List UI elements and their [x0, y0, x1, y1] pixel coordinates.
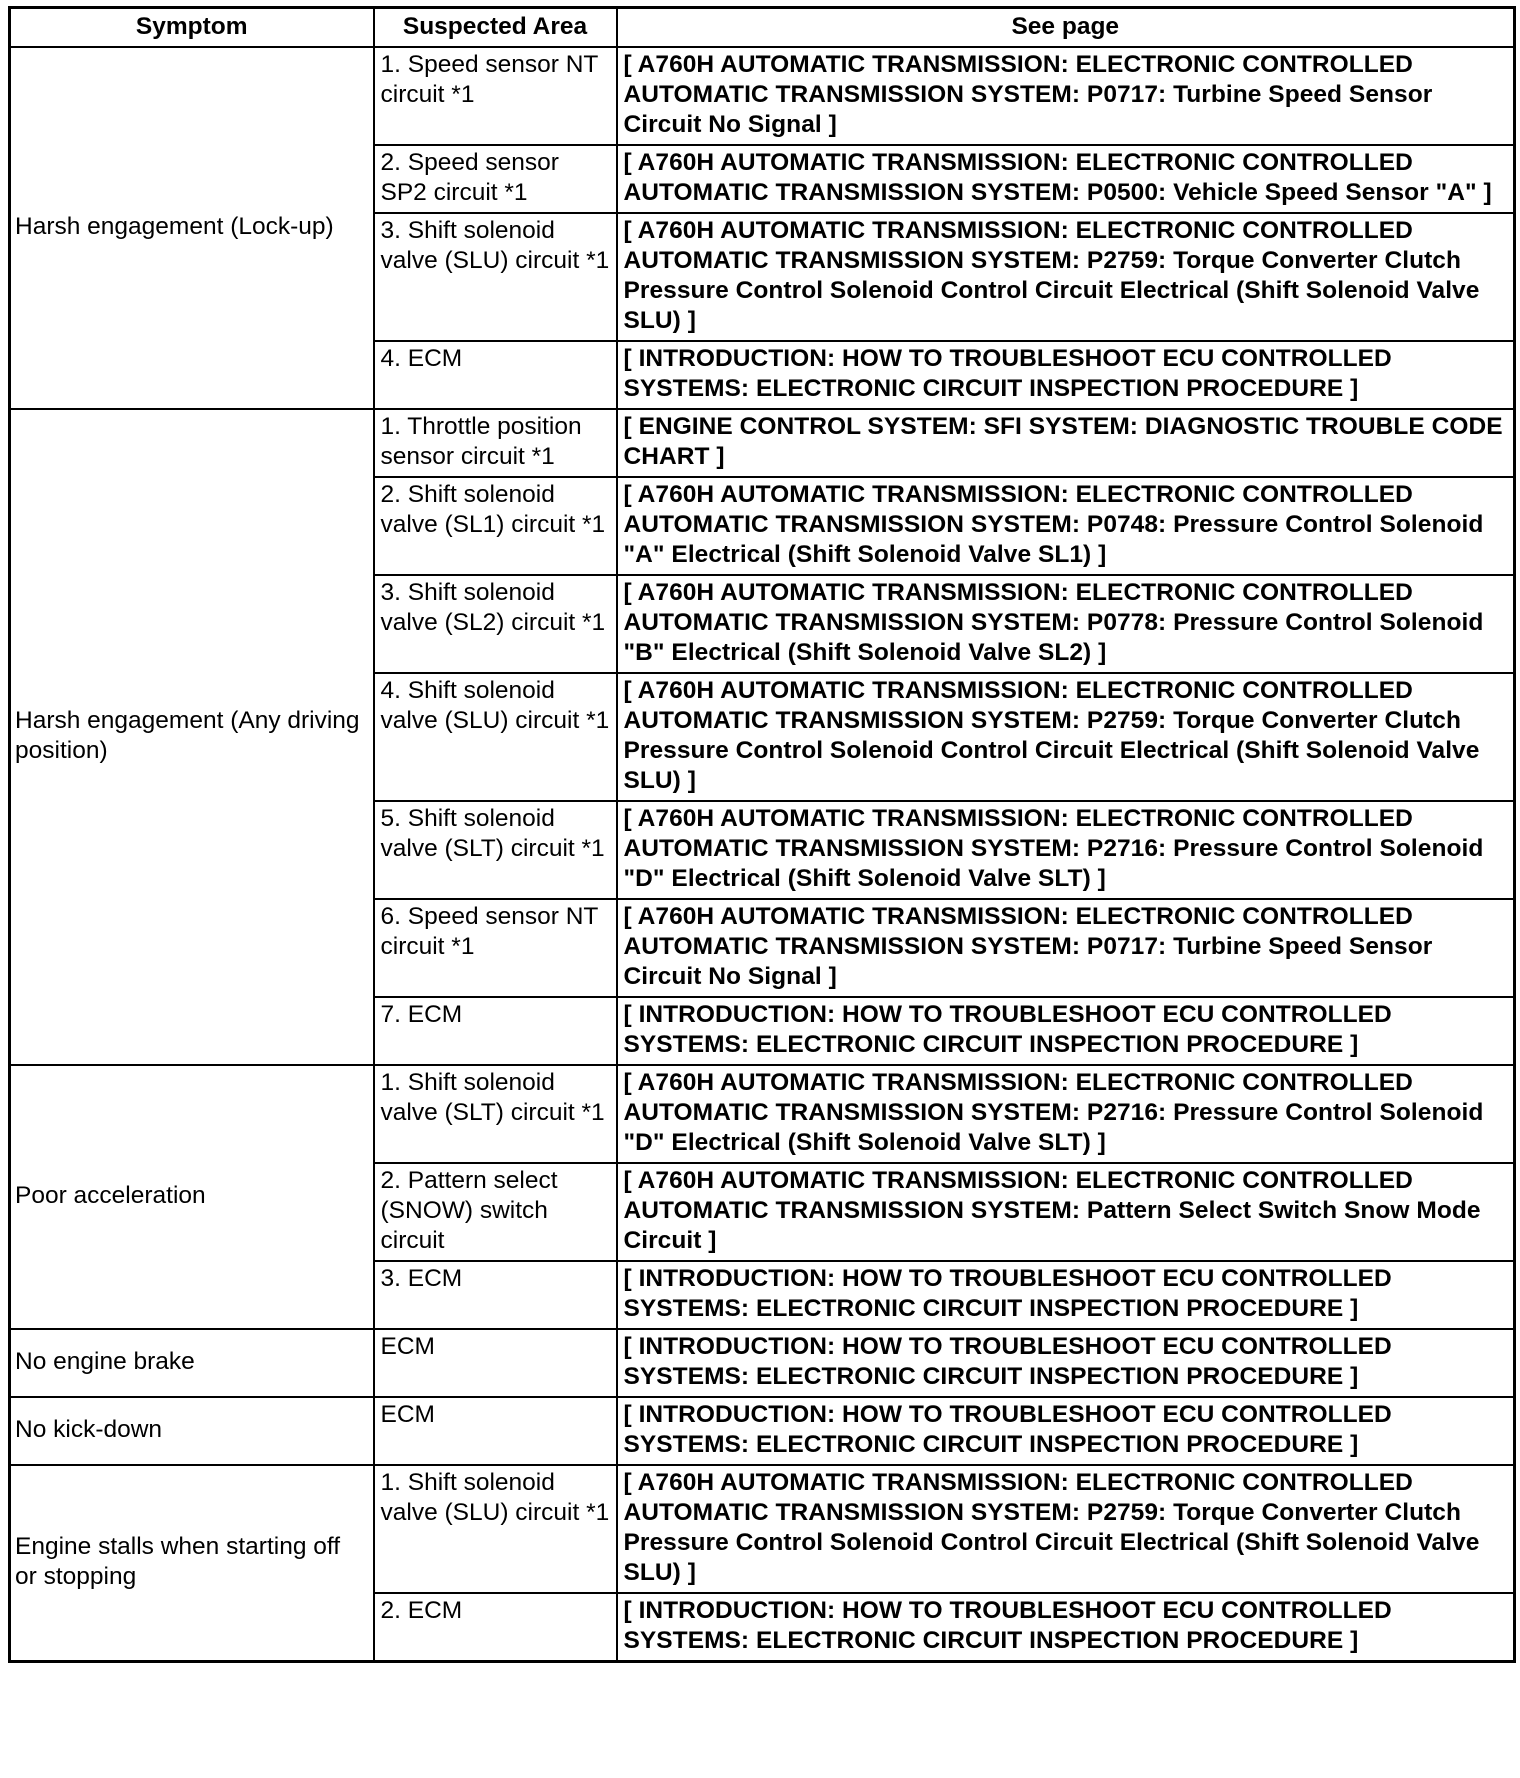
- see-page-link[interactable]: [ INTRODUCTION: HOW TO TROUBLESHOOT ECU CONTROLLED SYSTEMS: ELECTRONIC CIRCUIT INSPECTION PROCEDURE ]: [617, 1329, 1515, 1397]
- table-row: [10, 1397, 1515, 1465]
- see-page-link[interactable]: [ INTRODUCTION: HOW TO TROUBLESHOOT ECU CONTROLLED SYSTEMS: ELECTRONIC CIRCUIT INSPECTION PROCEDURE ]: [617, 1397, 1515, 1465]
- see-page-link[interactable]: [ A760H AUTOMATIC TRANSMISSION: ELECTRONIC CONTROLLED AUTOMATIC TRANSMISSION SYSTEM: P2716: Pressure Control Solenoid "D" Electrical (Shift Solenoid Valve SLT) ]: [617, 801, 1515, 899]
- table-row: [10, 1065, 1515, 1163]
- suspected-area-cell: 6. Speed sensor NT circuit *1: [374, 899, 617, 997]
- symptom-cell: Harsh engagement (Any driving position): [10, 409, 374, 1065]
- see-page-link[interactable]: [ A760H AUTOMATIC TRANSMISSION: ELECTRONIC CONTROLLED AUTOMATIC TRANSMISSION SYSTEM: P0717: Turbine Speed Sensor Circuit No Signal ]: [617, 47, 1515, 145]
- see-page-link[interactable]: [ A760H AUTOMATIC TRANSMISSION: ELECTRONIC CONTROLLED AUTOMATIC TRANSMISSION SYSTEM: P0717: Turbine Speed Sensor Circuit No Signal ]: [617, 899, 1515, 997]
- see-page-link[interactable]: [ A760H AUTOMATIC TRANSMISSION: ELECTRONIC CONTROLLED AUTOMATIC TRANSMISSION SYSTEM: P2759: Torque Converter Clutch Pressure Control Solenoid Control Circuit Electrical (Shift Solenoid Valve SLU) ]: [617, 213, 1515, 341]
- suspected-area-cell: 2. Pattern select (SNOW) switch circuit: [374, 1163, 617, 1261]
- suspected-area-cell: 3. ECM: [374, 1261, 617, 1329]
- see-page-link[interactable]: [ A760H AUTOMATIC TRANSMISSION: ELECTRONIC CONTROLLED AUTOMATIC TRANSMISSION SYSTEM: P0500: Vehicle Speed Sensor "A" ]: [617, 145, 1515, 213]
- symptom-cell: Harsh engagement (Lock-up): [10, 47, 374, 409]
- symptom-cell: No kick-down: [10, 1397, 374, 1465]
- symptom-cell: No engine brake: [10, 1329, 374, 1397]
- see-page-link[interactable]: [ INTRODUCTION: HOW TO TROUBLESHOOT ECU CONTROLLED SYSTEMS: ELECTRONIC CIRCUIT INSPECTION PROCEDURE ]: [617, 341, 1515, 409]
- suspected-area-cell: 1. Shift solenoid valve (SLT) circuit *1: [374, 1065, 617, 1163]
- suspected-area-cell: ECM: [374, 1329, 617, 1397]
- header-suspected-area: Suspected Area: [374, 8, 617, 48]
- suspected-area-cell: 5. Shift solenoid valve (SLT) circuit *1: [374, 801, 617, 899]
- suspected-area-cell: 4. ECM: [374, 341, 617, 409]
- header-row: [10, 8, 1515, 48]
- table-row: [10, 409, 1515, 477]
- table-row: [10, 1465, 1515, 1593]
- suspected-area-cell: 2. Speed sensor SP2 circuit *1: [374, 145, 617, 213]
- see-page-link[interactable]: [ A760H AUTOMATIC TRANSMISSION: ELECTRONIC CONTROLLED AUTOMATIC TRANSMISSION SYSTEM: Pattern Select Switch Snow Mode Circuit ]: [617, 1163, 1515, 1261]
- see-page-link[interactable]: [ INTRODUCTION: HOW TO TROUBLESHOOT ECU CONTROLLED SYSTEMS: ELECTRONIC CIRCUIT INSPECTION PROCEDURE ]: [617, 1593, 1515, 1662]
- see-page-link[interactable]: [ A760H AUTOMATIC TRANSMISSION: ELECTRONIC CONTROLLED AUTOMATIC TRANSMISSION SYSTEM: P0748: Pressure Control Solenoid "A" Electrical (Shift Solenoid Valve SL1) ]: [617, 477, 1515, 575]
- see-page-link[interactable]: [ A760H AUTOMATIC TRANSMISSION: ELECTRONIC CONTROLLED AUTOMATIC TRANSMISSION SYSTEM: P2716: Pressure Control Solenoid "D" Electrical (Shift Solenoid Valve SLT) ]: [617, 1065, 1515, 1163]
- suspected-area-cell: 1. Shift solenoid valve (SLU) circuit *1: [374, 1465, 617, 1593]
- table-row: [10, 47, 1515, 145]
- table-row: [10, 1329, 1515, 1397]
- header-see-page: See page: [617, 8, 1515, 48]
- suspected-area-cell: 2. ECM: [374, 1593, 617, 1662]
- symptom-cell: Poor acceleration: [10, 1065, 374, 1329]
- see-page-link[interactable]: [ INTRODUCTION: HOW TO TROUBLESHOOT ECU CONTROLLED SYSTEMS: ELECTRONIC CIRCUIT INSPECTION PROCEDURE ]: [617, 1261, 1515, 1329]
- suspected-area-cell: 1. Speed sensor NT circuit *1: [374, 47, 617, 145]
- suspected-area-cell: 4. Shift solenoid valve (SLU) circuit *1: [374, 673, 617, 801]
- suspected-area-cell: 3. Shift solenoid valve (SLU) circuit *1: [374, 213, 617, 341]
- symptom-cell: Engine stalls when starting off or stopping: [10, 1465, 374, 1662]
- see-page-link[interactable]: [ ENGINE CONTROL SYSTEM: SFI SYSTEM: DIAGNOSTIC TROUBLE CODE CHART ]: [617, 409, 1515, 477]
- symptom-table: [8, 6, 1516, 1663]
- header-symptom: Symptom: [10, 8, 374, 48]
- suspected-area-cell: 1. Throttle position sensor circuit *1: [374, 409, 617, 477]
- see-page-link[interactable]: [ A760H AUTOMATIC TRANSMISSION: ELECTRONIC CONTROLLED AUTOMATIC TRANSMISSION SYSTEM: P2759: Torque Converter Clutch Pressure Control Solenoid Control Circuit Electrical (Shift Solenoid Valve SLU) ]: [617, 1465, 1515, 1593]
- see-page-link[interactable]: [ A760H AUTOMATIC TRANSMISSION: ELECTRONIC CONTROLLED AUTOMATIC TRANSMISSION SYSTEM: P0778: Pressure Control Solenoid "B" Electrical (Shift Solenoid Valve SL2) ]: [617, 575, 1515, 673]
- troubleshooting-sheet: [8, 6, 1513, 1663]
- see-page-link[interactable]: [ A760H AUTOMATIC TRANSMISSION: ELECTRONIC CONTROLLED AUTOMATIC TRANSMISSION SYSTEM: P2759: Torque Converter Clutch Pressure Control Solenoid Control Circuit Electrical (Shift Solenoid Valve SLU) ]: [617, 673, 1515, 801]
- suspected-area-cell: 3. Shift solenoid valve (SL2) circuit *1: [374, 575, 617, 673]
- suspected-area-cell: ECM: [374, 1397, 617, 1465]
- suspected-area-cell: 7. ECM: [374, 997, 617, 1065]
- suspected-area-cell: 2. Shift solenoid valve (SL1) circuit *1: [374, 477, 617, 575]
- see-page-link[interactable]: [ INTRODUCTION: HOW TO TROUBLESHOOT ECU CONTROLLED SYSTEMS: ELECTRONIC CIRCUIT INSPECTION PROCEDURE ]: [617, 997, 1515, 1065]
